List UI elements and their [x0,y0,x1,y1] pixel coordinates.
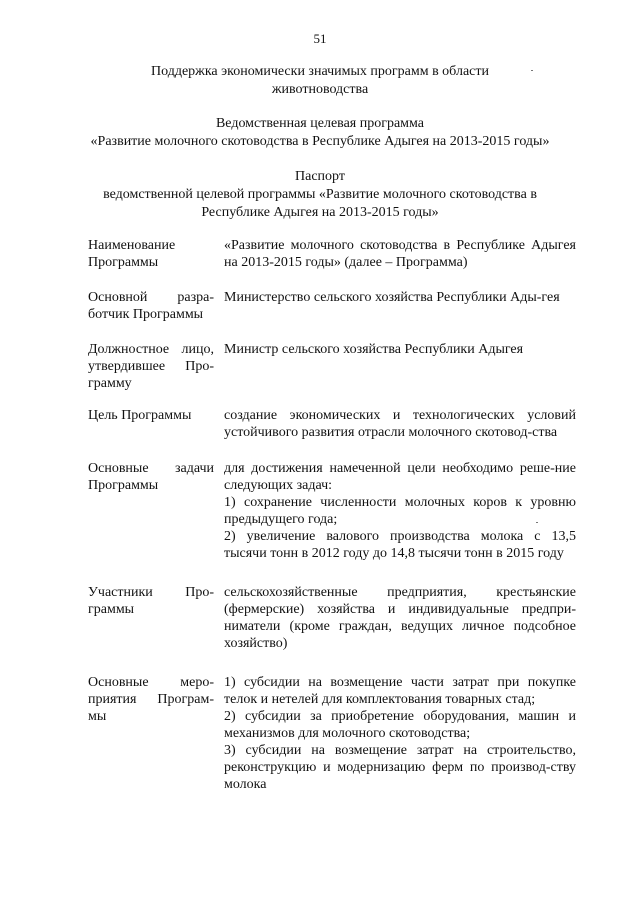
passport-value-paragraph: 1) субсидии на возмещение части затрат при покупке телок и нетелей для комплектования товарных стад; [224,675,576,707]
passport-value-paragraph: 3) субсидии на возмещение затрат на строительство, реконструкцию и модернизацию ферм по производ-ству молока [224,743,576,792]
passport-value-paragraph: 2) субсидии за приобретение оборудования, машин и механизмов для молочного скотоводства; [224,709,576,741]
section-heading-line-1: Поддержка экономически значимых программ в области [151,64,489,79]
passport-row-label: Основной разра-ботчик Программы [88,290,214,322]
passport-row-goal [88,407,576,441]
passport-row-value: Министерство сельского хозяйства Республики Ады-гея [224,290,560,305]
passport-row-tasks [88,460,576,562]
passport-row-label: Должностное лицо, утвердившее Про-грамму [88,342,214,391]
passport-row-official [88,341,576,392]
passport-row-value: создание экономических и технологических условий устойчивого развития отрасли молочного скотовод-ства [224,408,576,440]
passport-row-value: «Развитие молочного скотоводства в Республике Адыгея на 2013-2015 годы» (далее – Программа) [224,238,576,270]
passport-row-label: Участники Про-граммы [88,585,214,617]
passport-row-developer [88,289,576,323]
passport-value-paragraph: 2) увеличение валового производства молока с 13,5 тысячи тонн в 2012 году до 14,8 тысячи тонн в 2015 году [224,529,576,561]
passport-row-value: сельскохозяйственные предприятия, крестьянские (фермерские) хозяйства и индивидуальные предпри-ниматели (кроме граждан, ведущих личное подсобное хозяйство) [224,585,576,651]
passport-row-name [88,237,576,271]
program-title-line-2: «Развитие молочного скотоводства в Республике Адыгея на 2013-2015 годы» [90,134,550,149]
passport-value-paragraph: 1) сохранение численности молочных коров к уровню предыдущего года; [224,495,576,527]
passport-value-paragraph: для достижения намеченной цели необходимо реше-ние следующих задач: [224,461,576,493]
passport-title-line-2: ведомственной целевой программы «Развитие молочного скотоводства в [103,187,537,202]
passport-row-label: Основные меро-приятия Програм-мы [88,675,214,724]
scan-speck [531,70,533,71]
passport-row-participants [88,584,576,652]
passport-row-label: Основные задачи Программы [88,461,214,493]
passport-row-label: Цель Программы [88,408,192,423]
passport-title [60,168,580,222]
passport-row-label: Наименование Программы [88,238,176,270]
section-heading [60,63,580,99]
page-number: 51 [313,31,327,46]
passport-title-line-3: Республике Адыгея на 2013-2015 годы» [201,205,439,220]
scan-speck [536,522,538,523]
passport-table [88,237,576,793]
passport-row-value: Министр сельского хозяйства Республики Адыгея [224,342,524,357]
section-heading-line-2: животноводства [271,82,369,97]
passport-title-line-1: Паспорт [295,169,345,184]
program-title-line-1: Ведомственная целевая программа [215,116,425,131]
passport-row-value [214,460,576,562]
program-title [60,115,580,151]
passport-row-activities [88,674,576,793]
passport-row-value [214,674,576,793]
